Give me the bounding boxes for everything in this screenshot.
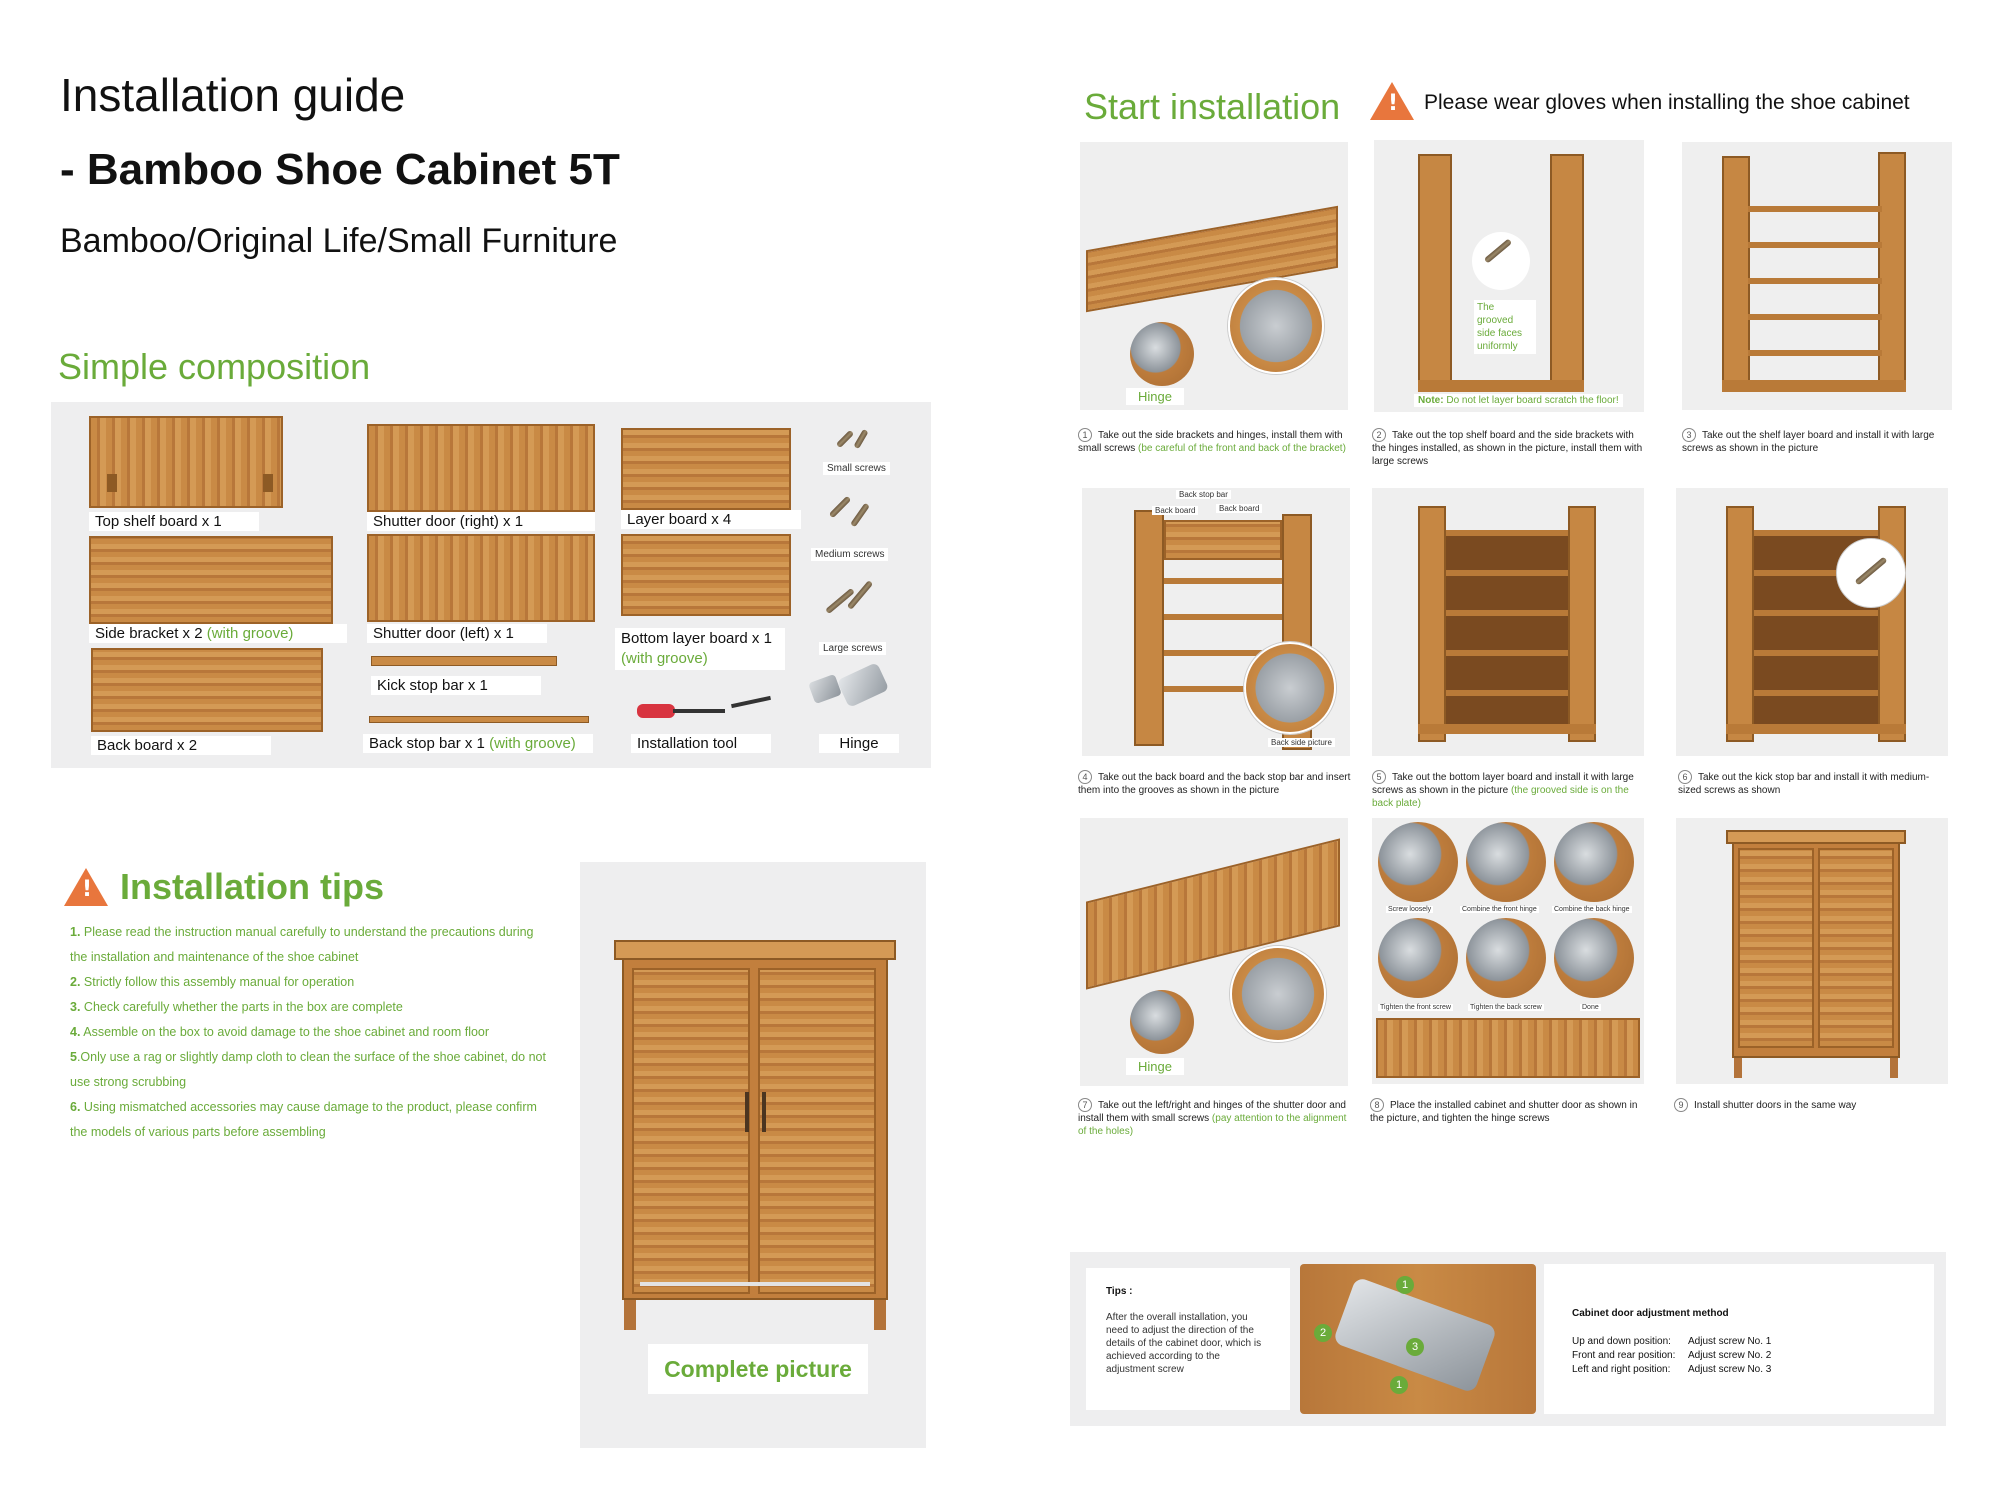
adjustment-panel	[1070, 1252, 1946, 1426]
adjust-method-box	[1544, 1264, 1934, 1414]
hinge-step-photo	[1554, 918, 1634, 998]
bottom-layer-board	[1418, 724, 1596, 734]
layer-board	[1748, 206, 1882, 212]
small-screw-icon	[853, 429, 868, 449]
hinge-step-photo	[1378, 822, 1458, 902]
layer-board	[1748, 242, 1882, 248]
step-image-note: Note: Do not let layer board scratch the floor!	[1414, 394, 1623, 407]
part-label: Installation tool	[631, 734, 771, 753]
step-2-image	[1374, 140, 1644, 412]
step-9-caption: 9 Install shutter doors in the same way	[1674, 1098, 1948, 1112]
step-6-caption: 6 Take out the kick stop bar and install it with medium-sized screws as shown	[1678, 772, 1930, 796]
install-heading: Start installation	[1084, 86, 1341, 127]
layer-board	[1748, 278, 1882, 284]
back-board-image	[1164, 520, 1282, 560]
hinge-icon	[837, 662, 890, 708]
step-4-image	[1082, 488, 1350, 756]
adjust-tips-text: After the overall installation, you need to adjust the direction of the details of the cabinet door, which is achieved according to the adjustment screw	[1106, 1312, 1262, 1375]
adjust-marker: 3	[1406, 1338, 1424, 1356]
layer-board	[1446, 690, 1568, 696]
hinge-step-photo	[1466, 822, 1546, 902]
hinge-adjust-photo	[1300, 1264, 1536, 1414]
step-image-label: Tighten the back screw	[1470, 1004, 1542, 1011]
layer-board	[1446, 570, 1568, 576]
step-3-image	[1682, 142, 1952, 410]
layer-board	[1446, 610, 1568, 616]
part-label: Side bracket x 2 (with groove)	[89, 624, 347, 643]
tip-item: 5.Only use a rag or slightly damp cloth to clean the surface of the shoe cabinet, do not use strong scrubbing	[70, 1050, 546, 1089]
cabinet-leg	[624, 1300, 636, 1330]
part-label: Hinge	[819, 734, 899, 753]
back-stop-bar-image	[369, 716, 589, 723]
step-image-label: Combine the front hinge	[1462, 906, 1537, 913]
step-image-label: Back stop bar	[1176, 490, 1231, 499]
hinge-zoom-icon	[1228, 278, 1324, 374]
side-bracket-image	[1568, 506, 1596, 742]
bottom-layer-board-image	[621, 534, 791, 616]
part-label: Bottom layer board x 1 (with groove)	[615, 628, 785, 670]
page-title: Installation guide	[60, 69, 406, 121]
complete-picture-label: Complete picture	[648, 1344, 868, 1394]
step-5-image	[1372, 488, 1644, 756]
cabinet-top	[614, 940, 896, 960]
cabinet-kick-bar	[640, 1282, 870, 1286]
screwdriver-icon	[637, 704, 675, 718]
shelf-board	[1722, 380, 1906, 392]
complete-picture-panel	[580, 862, 926, 1448]
part-label: Back stop bar x 1 (with groove)	[363, 734, 593, 753]
top-shelf-board-image	[89, 416, 283, 508]
hinge-icon	[1333, 1276, 1498, 1393]
screw-zoom-icon	[1472, 232, 1530, 290]
step-image-label: The grooved side faces uniformly	[1474, 300, 1536, 354]
warning-icon: !	[1370, 82, 1414, 120]
part-label: Large screws	[819, 642, 886, 655]
step-image-label: Done	[1582, 1004, 1599, 1011]
adjust-row: Front and rear position: Adjust screw No. 2	[1572, 1350, 1772, 1361]
hinge-step-photo	[1554, 822, 1634, 902]
step-image-label: Back board	[1216, 504, 1262, 513]
cabinet-back	[1446, 530, 1568, 726]
layer-board	[1164, 578, 1282, 584]
side-bracket-image	[1722, 156, 1750, 392]
tip-item: 6. Using mismatched accessories may cause damage to the product, please confirm the models of various parts before assembling	[70, 1100, 537, 1139]
layer-board	[1754, 610, 1878, 616]
layer-board	[1446, 650, 1568, 656]
step-image-label: Hinge	[1126, 1058, 1184, 1075]
shelf-board	[1418, 380, 1584, 392]
warning-icon: !	[64, 868, 108, 906]
step-6-image	[1676, 488, 1948, 756]
back-side-zoom-icon	[1244, 642, 1336, 734]
layer-board	[1754, 530, 1878, 536]
step-8-image	[1372, 818, 1644, 1084]
kick-stop-bar-image	[371, 656, 557, 666]
tip-item: 3. Check carefully whether the parts in the box are complete	[70, 1000, 403, 1014]
hinge-step-photo	[1466, 918, 1546, 998]
layer-board	[1754, 690, 1878, 696]
step-3-caption: 3 Take out the shelf layer board and install it with large screws as shown in the picture	[1682, 430, 1935, 454]
shutter-door-left-image	[367, 534, 595, 622]
part-label: Kick stop bar x 1	[371, 676, 541, 695]
hinge-zoom-icon	[1130, 990, 1194, 1054]
medium-screw-icon	[829, 496, 852, 519]
layer-board-image	[621, 428, 791, 510]
kick-stop-bar	[1726, 724, 1906, 734]
side-bracket-image	[1726, 506, 1754, 742]
step-5-caption: 5 Take out the bottom layer board and install it with large screws as shown in the picture (the grooved side is on the back plate)	[1372, 772, 1634, 809]
product-subtitle: Bamboo/Original Life/Small Furniture	[60, 222, 618, 260]
top-shelf-peg	[263, 474, 273, 492]
step-image-label: Hinge	[1126, 388, 1184, 405]
hinge-zoom-icon	[1130, 322, 1194, 386]
tips-heading: Installation tips	[120, 866, 385, 907]
step-9-image	[1676, 818, 1948, 1084]
cabinet-handle	[745, 1092, 749, 1132]
shutter-door-right-image	[367, 424, 595, 512]
step-image-label: Back board	[1152, 506, 1198, 515]
install-warning: Please wear gloves when installing the shoe cabinet	[1424, 91, 1910, 114]
part-label: Shutter door (right) x 1	[367, 512, 595, 531]
side-bracket-image	[1550, 154, 1584, 390]
medium-screw-icon	[850, 503, 870, 528]
tip-item: 4. Assemble on the box to avoid damage to the shoe cabinet and room floor	[70, 1025, 490, 1039]
tip-item: 2. Strictly follow this assembly manual for operation	[70, 975, 355, 989]
side-bracket-image	[89, 536, 333, 624]
cabinet-door-left	[1738, 848, 1814, 1048]
hex-key-icon	[731, 696, 771, 708]
step-image-label: Screw loosely	[1388, 906, 1432, 913]
step-image-label: Combine the back hinge	[1554, 906, 1630, 913]
layer-board	[1446, 530, 1568, 536]
side-bracket-image	[1878, 152, 1906, 388]
hinge-zoom-icon	[1230, 946, 1326, 1042]
adjust-row: Up and down position: Adjust screw No. 1	[1572, 1336, 1772, 1347]
step-8-caption: 8 Place the installed cabinet and shutter door as shown in the picture, and tighten the hinge screws	[1370, 1100, 1638, 1124]
adjust-tips-box	[1086, 1268, 1290, 1410]
cabinet-handle	[762, 1092, 766, 1132]
part-label: Layer board x 4	[621, 510, 801, 529]
step-1-caption: 1 Take out the side brackets and hinges, install them with small screws (be careful of the front and back of the bracket)	[1078, 430, 1346, 454]
hinge-icon	[808, 674, 842, 704]
composition-panel	[51, 402, 931, 768]
product-title: - Bamboo Shoe Cabinet 5T	[60, 145, 620, 194]
step-image-label: Back side picture	[1268, 738, 1335, 747]
cabinet-on-back-image	[1376, 1018, 1640, 1078]
adjust-marker: 1	[1390, 1376, 1408, 1394]
cabinet-door-left	[632, 968, 750, 1294]
composition-heading: Simple composition	[58, 346, 371, 387]
tips-list	[70, 920, 550, 1145]
part-label: Medium screws	[811, 548, 888, 561]
cabinet-door-right	[1818, 848, 1894, 1048]
side-bracket-image	[1418, 506, 1446, 742]
part-label: Back board x 2	[91, 736, 271, 755]
step-image-label: Tighten the front screw	[1380, 1004, 1451, 1011]
hinge-step-photo	[1378, 918, 1458, 998]
side-bracket-image	[1418, 154, 1452, 390]
small-screw-icon	[836, 430, 854, 448]
layer-board	[1748, 350, 1882, 356]
cabinet-leg	[1734, 1058, 1742, 1078]
layer-board	[1164, 614, 1282, 620]
adjust-marker: 2	[1314, 1324, 1332, 1342]
cabinet-door-right	[758, 968, 876, 1294]
back-board-image	[91, 648, 323, 732]
screwdriver-icon	[673, 709, 725, 713]
step-4-caption: 4 Take out the back board and the back stop bar and insert them into the grooves as shown in the picture	[1078, 772, 1351, 796]
layer-board	[1748, 314, 1882, 320]
step-1-image	[1080, 142, 1348, 410]
cabinet-leg	[874, 1300, 886, 1330]
part-label: Small screws	[823, 462, 890, 475]
tip-item: 1. Please read the instruction manual carefully to understand the precautions during the installation and maintenance of the shoe cabinet	[70, 925, 534, 964]
adjust-tips-title: Tips :	[1106, 1286, 1133, 1297]
step-2-caption: 2 Take out the top shelf board and the side brackets with the hinges installed, as shown in the picture, install them with large screws	[1372, 430, 1643, 467]
part-label: Shutter door (left) x 1	[367, 624, 547, 643]
layer-board	[1754, 650, 1878, 656]
step-7-caption: 7 Take out the left/right and hinges of the shutter door and install them with small screws (pay attention to the alignment of the holes)	[1078, 1100, 1347, 1137]
adjust-row: Left and right position: Adjust screw No. 3	[1572, 1364, 1772, 1375]
top-shelf-peg	[107, 474, 117, 492]
side-bracket-image	[1134, 510, 1164, 746]
adjust-method-title: Cabinet door adjustment method	[1572, 1308, 1729, 1319]
cabinet-leg	[1890, 1058, 1898, 1078]
part-label: Top shelf board x 1	[89, 512, 259, 531]
adjust-marker: 1	[1396, 1276, 1414, 1294]
step-7-image	[1080, 818, 1348, 1086]
